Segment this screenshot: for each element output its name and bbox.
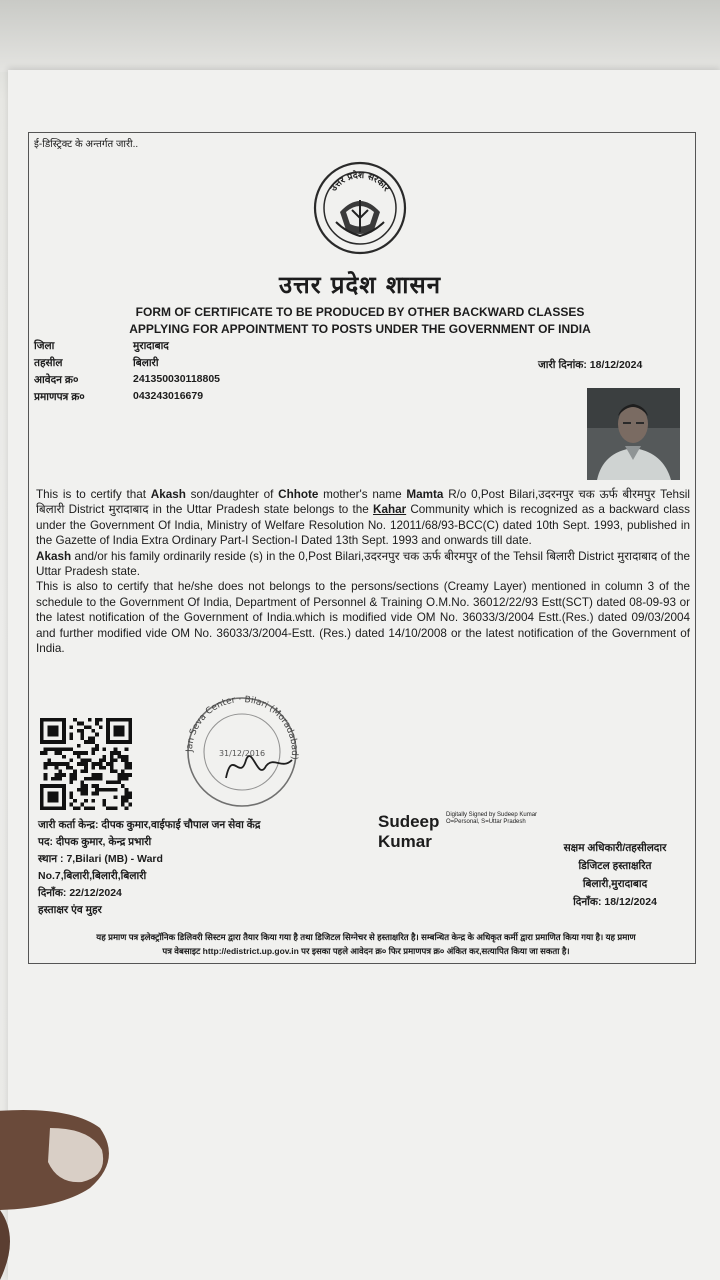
qr-code bbox=[40, 715, 132, 813]
body-text: son/daughter of bbox=[185, 488, 279, 501]
paragraph-residence bbox=[36, 549, 690, 580]
applicant-name: Akash bbox=[36, 549, 72, 563]
finger-in-photo bbox=[0, 1098, 120, 1280]
field-value-tehsil: बिलारी bbox=[133, 357, 159, 369]
form-title-line2: APPLYING FOR APPOINTMENT TO POSTS UNDER THE GOVERNMENT OF INDIA bbox=[129, 322, 591, 336]
body-text: and/or his family ordinarily reside (s) in the 0,Post Bilari,उदरनपुर चक ऊर्फ बीरमपुर of the Tehsil बिलारी District मुरादाबाद of the Uttar Pradesh state. bbox=[36, 549, 690, 579]
field-label-tehsil: तहसील bbox=[34, 357, 63, 369]
emblem-text: उत्तर प्रदेश सरकार bbox=[329, 170, 391, 194]
mother-name: Mamta bbox=[406, 488, 444, 501]
certificate-body bbox=[36, 487, 690, 656]
issuer-ward: No.7,बिलारी,बिलारी,बिलारी bbox=[38, 870, 147, 882]
center-stamp bbox=[162, 690, 322, 810]
field-label-application-no: आवेदन क्र० bbox=[34, 374, 79, 386]
field-label-certificate-no: प्रमाणपत्र क्र० bbox=[34, 391, 85, 403]
government-heading: उत्तर प्रदेश शासन bbox=[278, 270, 442, 299]
applicant-name: Akash bbox=[150, 488, 186, 501]
handwritten-signature bbox=[226, 756, 292, 778]
issuer-date: दिनाँक: 22/12/2024 bbox=[38, 887, 122, 899]
paragraph-caste-certification bbox=[36, 487, 690, 549]
field-value-district: मुरादाबाद bbox=[133, 340, 169, 352]
field-value-application-no: 241350030118805 bbox=[133, 373, 221, 385]
footer-note bbox=[38, 930, 694, 958]
paragraph-creamy-layer: This is also to certify that he/she does not belongs to the persons/sections (Creamy Layer) mentioned in column 3 of the schedule to the Government Of India, Department of Personnel & Training O.M.No. 36012/22/93 Estt(SCT) dated 08-09-93 or the latest notification of the Government of India.which is modified vide OM No. 36033/3/2004 Estt.(Res.) dated 09/03/2004 and further modified vide OM No. 36033/3/2004-Estt. (Res.) dated 14/10/2008 or the latest notification of the Government of India. bbox=[36, 580, 690, 656]
authority-title: सक्षम अधिकारी/तहसीलदार bbox=[563, 842, 667, 854]
field-label-district: जिला bbox=[34, 340, 55, 352]
father-name: Chhote bbox=[278, 488, 319, 501]
stamp-date: 31/12/2016 bbox=[218, 749, 266, 758]
issuer-designation: पद: दीपक कुमार, केन्द्र प्रभारी bbox=[38, 836, 152, 848]
background-surface bbox=[0, 0, 720, 72]
signer-name-last: Kumar bbox=[378, 832, 432, 851]
up-government-emblem bbox=[312, 160, 408, 256]
header-note: ई-डिस्ट्रिक्ट के अन्तर्गत जारी.. bbox=[34, 139, 139, 150]
form-title-line1: FORM OF CERTIFICATE TO BE PRODUCED BY OTHER BACKWARD CLASSES bbox=[135, 305, 585, 319]
body-text: This is to certify that bbox=[36, 488, 151, 501]
body-text: mother's name bbox=[318, 488, 407, 501]
stamp-ring-text: Jan Seva Center · Bilari (Moradabad) bbox=[184, 694, 300, 761]
authority-digital: डिजिटल हस्ताक्षरित bbox=[578, 860, 652, 872]
footer-line2: पत्र वेबसाइट http://edistrict.up.gov.in पर इसका पहले आवेदन क्र० फिर प्रमाणपत्र क्र० अंकित कर,सत्यापित किया जा सकता है। bbox=[162, 946, 570, 956]
body-text: R/o 0,Post Bilari,उदरनपुर चक ऊर्फ बीरमपुर Tehsil बिलारी District मुरादाबाद in the Uttar Pradesh state belongs to the bbox=[36, 488, 690, 517]
svg-text:उत्तर प्रदेश सरकार bbox=[329, 169, 392, 194]
issuer-place: स्थान : 7,Bilari (MB) - Ward bbox=[38, 853, 163, 865]
applicant-photo bbox=[587, 388, 680, 480]
footer-line1: यह प्रमाण पत्र इलेक्ट्रॉनिक डिलिवरी सिस्टम द्वारा तैयार किया गया है तथा डिजिटल सिग्नेचर से हस्ताक्षरित है। सम्बन्धित केन्द्र के अधिकृत कर्मी द्वारा प्रमाणित किया गया है। यह प्रमाण bbox=[96, 932, 636, 942]
digital-signature-block bbox=[378, 812, 538, 852]
issue-date: जारी दिनांक: 18/12/2024 bbox=[538, 359, 643, 371]
signer-name-first: Sudeep bbox=[378, 812, 440, 831]
issuer-sign-label: हस्ताक्षर एंव मुहर bbox=[38, 904, 102, 916]
digital-signature-note: Digitally Signed by Sudeep Kumar O=Personal, S=Uttar Pradesh bbox=[446, 812, 538, 825]
authority-date: दिनाँक: 18/12/2024 bbox=[573, 896, 657, 908]
authority-place: बिलारी,मुरादाबाद bbox=[582, 878, 648, 890]
body-text: Community which is recognized as a backward class under the Government Of India, Ministry of Welfare Resolution No. 12011/68/93-BCC(C) dated 10th Sept. 1993, published in the Gazette of India Extra Ordinary Part-I Section-I Dated 13th Sept. 1993 and onwards till date. bbox=[36, 503, 690, 548]
field-value-certificate-no: 043243016679 bbox=[133, 390, 204, 402]
issuer-center: जारी कर्ता केन्द्र: दीपक कुमार,वाईफाई चौपाल जन सेवा केंद्र bbox=[38, 819, 261, 831]
community-name: Kahar bbox=[373, 503, 407, 517]
